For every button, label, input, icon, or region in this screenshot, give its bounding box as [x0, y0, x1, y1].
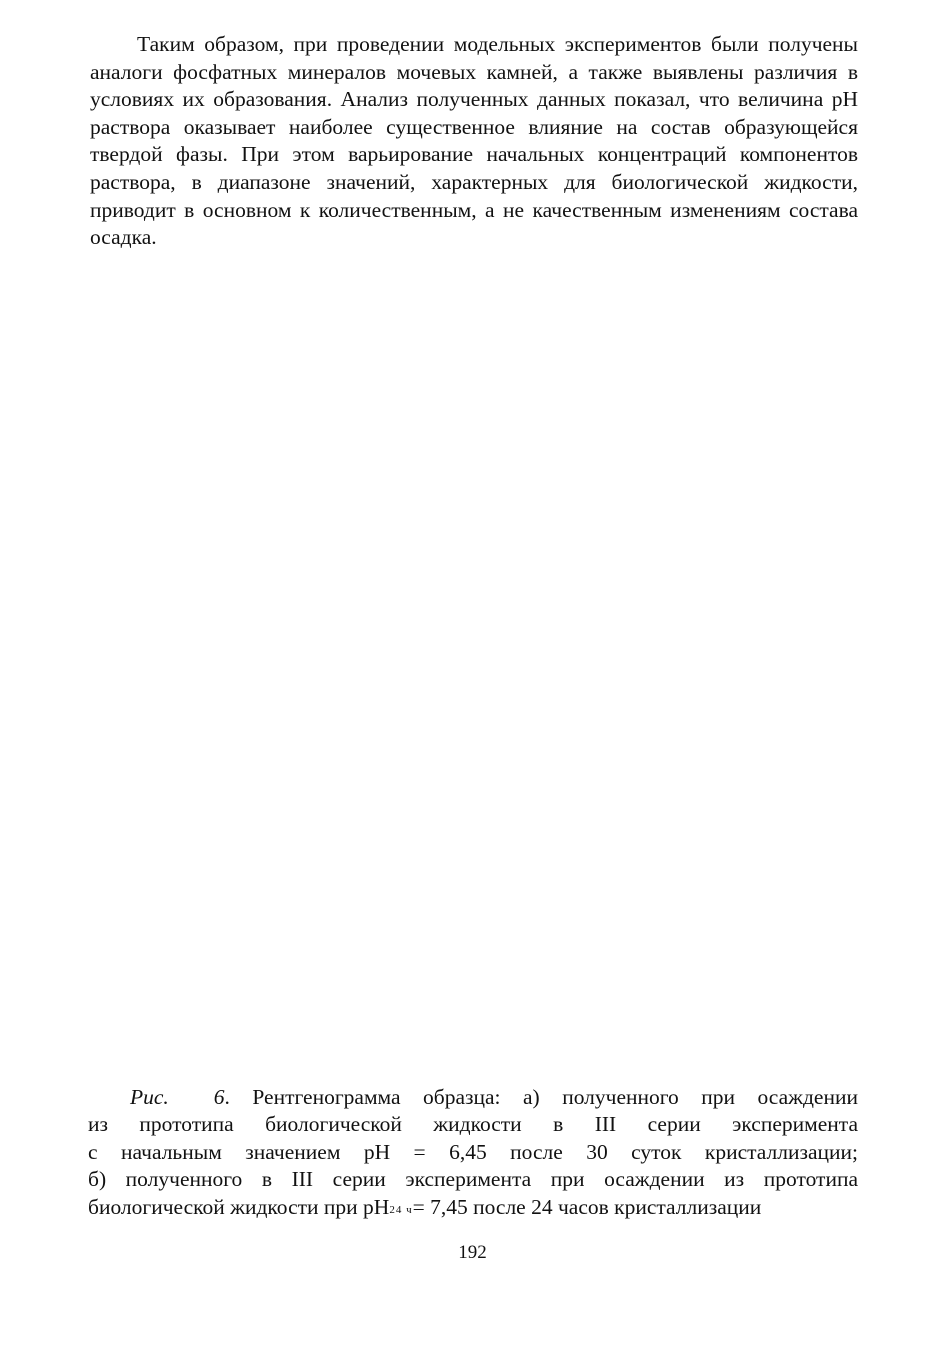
- body-paragraph-text: Таким образом, при проведении модельных экспериментов были получены аналоги фосфатных минералов мочевых камней, а также выявлены различия в условиях их образования. Анализ полученных данных показал, что величина рН раствора оказывает наиболее существенное влияние на состав образующейся твердой фазы. При этом варьирование начальных концентраций компонентов раствора, в диапазоне значений, характерных для биологической жидкости, приводит в основном к количественным, а не качественным изменениям состава осадка.: [90, 32, 858, 250]
- caption-line-5-post: = 7,45 после 24 часов кристаллизации: [412, 1194, 762, 1219]
- caption-line-1: [88, 1084, 858, 1111]
- caption-subscript: 24 ч: [389, 1203, 413, 1216]
- caption-line-5-pre: биологической жидкости при рН: [88, 1194, 390, 1219]
- page-number: 192: [458, 1242, 487, 1263]
- caption-label: Рис.: [130, 1085, 169, 1109]
- caption-line-1-text: . Рентгенограмма образца: а) полученного при осаждении: [224, 1085, 858, 1109]
- caption-line-4: б) полученного в III серии эксперимента при осаждении из прототипа: [88, 1167, 858, 1192]
- figure-placeholder: [90, 270, 858, 1070]
- caption-line-2: из прототипа биологической жидкости в III серии эксперимента: [88, 1112, 858, 1137]
- figure-caption: [88, 1084, 858, 1225]
- caption-number: 6: [213, 1085, 225, 1109]
- caption-line-3: с начальным значением рН = 6,45 после 30 суток кристаллизации;: [88, 1139, 858, 1164]
- body-paragraph: [90, 31, 858, 252]
- caption-line-5: [88, 1194, 858, 1225]
